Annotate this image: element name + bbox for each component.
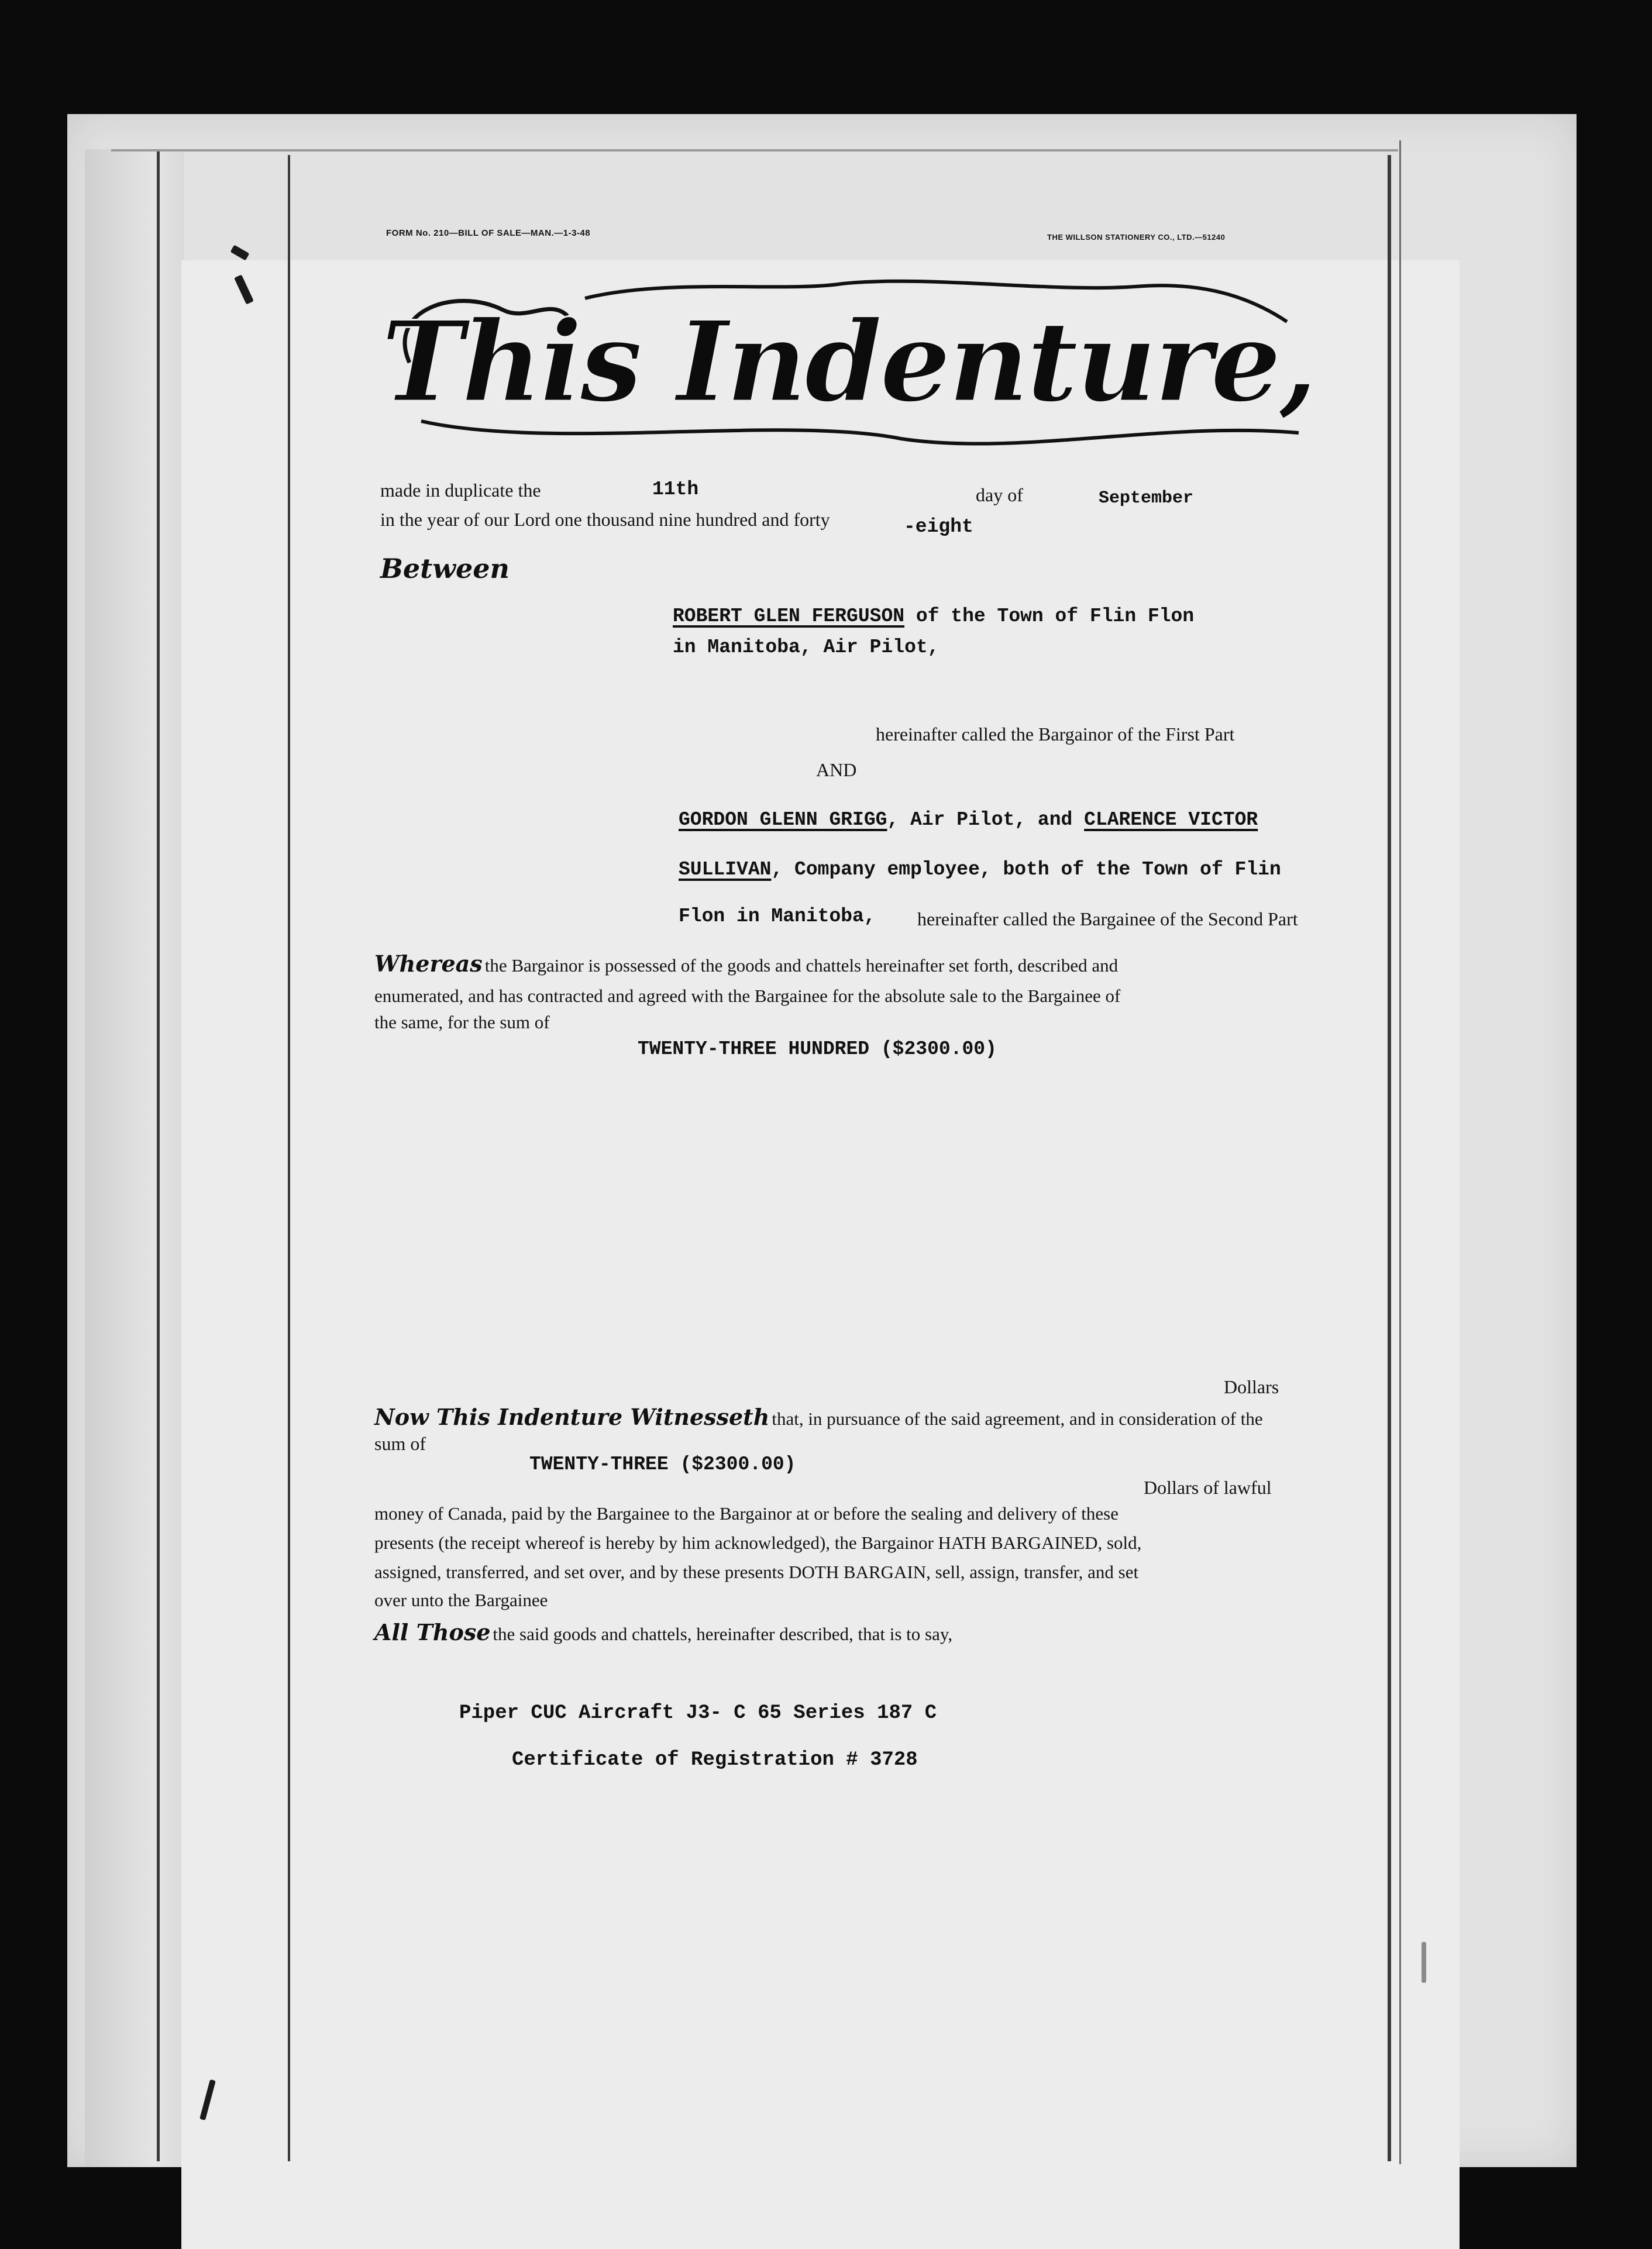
bargainee-town: , Company employee, both of the Town of Flin (771, 859, 1281, 880)
whereas-line1 (374, 950, 1118, 977)
title-text: This Indenture, (381, 297, 1316, 427)
margin-line-outer (157, 149, 160, 2161)
bargainor-name (673, 605, 1194, 627)
consideration-amount: TWENTY-THREE ($2300.00) (529, 1454, 796, 1475)
right-margin-line (1388, 155, 1391, 2161)
bargainee-called: hereinafter called the Bargainee of the Second Part (917, 908, 1298, 929)
between-label: Between (380, 553, 510, 584)
bargainor-name-text: ROBERT GLEN FERGUSON (673, 605, 905, 627)
witnesseth-label: Now This Indenture Witnesseth (374, 1404, 770, 1430)
top-edge-line (111, 149, 1398, 151)
whereas-text-3: the same, for the sum of (374, 1012, 550, 1032)
day-of-label: day of (976, 484, 1023, 505)
witnesseth-text-5: assigned, transferred, and set over, and by these presents DOTH BARGAIN, sell, assign, transfer, and set (374, 1562, 1139, 1582)
all-those-label: All Those (374, 1619, 491, 1645)
year-value: -eight (904, 516, 973, 538)
bargainee-name-1: GORDON GLENN GRIGG (679, 809, 887, 831)
bargainor-called: hereinafter called the Bargainor of the First Part (876, 724, 1235, 745)
inner-page (181, 260, 1460, 2249)
right-edge-line (1399, 140, 1401, 2164)
year-text: in the year of our Lord one thousand nine hundred and forty (380, 509, 830, 530)
dollars-label: Dollars (1224, 1376, 1279, 1397)
made-in-duplicate-label: made in duplicate the (380, 480, 541, 501)
folded-edge (85, 149, 184, 2167)
whereas-text-2: enumerated, and has contracted and agreed with the Bargainee for the absolute sale to the Bargainee of (374, 986, 1121, 1006)
bargainee-name-2: CLARENCE VICTOR (1084, 809, 1258, 831)
bargainee-occupation: , Air Pilot, and (887, 809, 1073, 831)
dollars-of-lawful: Dollars of lawful (1144, 1477, 1272, 1498)
goods-aircraft: Piper CUC Aircraft J3- C 65 Series 187 C (459, 1702, 937, 1724)
document-title (374, 275, 1322, 450)
witnesseth-text-1: that, in pursuance of the said agreement, and in consideration of the (772, 1408, 1263, 1429)
bargainee-line3: Flon in Manitoba, (679, 905, 876, 927)
goods-registration: Certificate of Registration # 3728 (512, 1749, 918, 1771)
day-value: 11th (652, 478, 699, 500)
publisher-imprint: THE WILLSON STATIONERY CO., LTD.—51240 (1047, 233, 1226, 242)
witnesseth-text-3: money of Canada, paid by the Bargainee to the Bargainor at or before the sealing and delivery of these (374, 1503, 1118, 1524)
bargainee-name-2b: SULLIVAN (679, 859, 772, 880)
form-number: FORM No. 210—BILL OF SALE—MAN.—1-3-48 (386, 228, 591, 238)
sale-amount: TWENTY-THREE HUNDRED ($2300.00) (638, 1038, 997, 1060)
scan-mark (1422, 1942, 1426, 1983)
bargainee-line1 (679, 809, 1258, 831)
all-those-text: the said goods and chattels, hereinafter described, that is to say, (493, 1624, 953, 1644)
bargainee-line2 (679, 859, 1281, 880)
bargainor-description: in Manitoba, Air Pilot, (673, 636, 939, 658)
witnesseth-line1 (374, 1404, 1263, 1430)
margin-line-inner (288, 155, 290, 2161)
witnesseth-text-4: presents (the receipt whereof is hereby by him acknowledged), the Bargainor HATH BARGAINED, sold, (374, 1532, 1142, 1553)
and-label: AND (816, 759, 857, 780)
all-those-line (374, 1619, 952, 1645)
witnesseth-text-6: over unto the Bargainee (374, 1590, 548, 1610)
witnesseth-text-2: sum of (374, 1433, 426, 1454)
whereas-text-1: the Bargainor is possessed of the goods and chattels hereinafter set forth, described and (484, 955, 1118, 976)
month-value: September (1099, 488, 1194, 508)
bargainor-town: of the Town of Flin Flon (916, 605, 1195, 627)
whereas-label: Whereas (374, 950, 483, 977)
